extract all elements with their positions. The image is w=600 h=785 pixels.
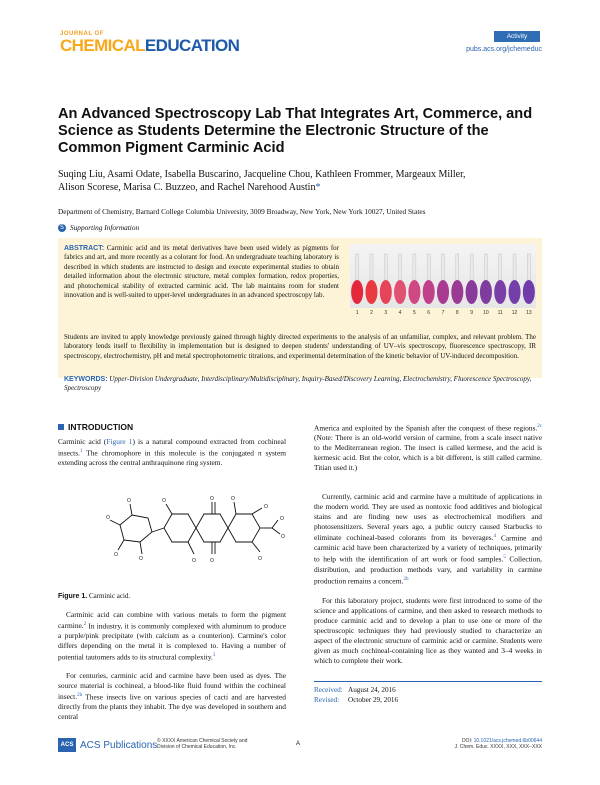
vial-7 <box>437 280 449 304</box>
svg-text:O: O <box>264 504 268 510</box>
vial-number-label: 12 <box>511 310 518 316</box>
logo-journal-of: JOURNAL OF <box>60 31 104 37</box>
keywords <box>64 375 536 394</box>
svg-text:O: O <box>114 552 118 558</box>
article-type-tab: Activity <box>494 31 540 42</box>
reference-link[interactable]: 5 <box>503 555 506 561</box>
section-marker-icon <box>58 424 64 430</box>
reference-link[interactable]: 2c <box>537 424 542 429</box>
revised-date: October 29, 2016 <box>348 696 399 704</box>
svg-text:O: O <box>281 534 285 540</box>
vial-1 <box>351 280 363 304</box>
vial-number-label: 1 <box>355 310 359 316</box>
article-title: An Advanced Spectroscopy Lab That Integrates Art, Commerce, and Science as Students Determine the Electronic Structure of the Common Pigment Carminic Acid <box>58 106 533 156</box>
reference-link[interactable]: 2 <box>83 622 87 627</box>
vial-9 <box>466 280 478 304</box>
vial-neck <box>427 254 430 280</box>
vial-number-label: 5 <box>412 310 416 316</box>
journal-logo[interactable] <box>60 31 239 54</box>
publisher-name: ACS Publications <box>80 739 158 751</box>
acs-logo-icon: ACS <box>58 738 76 752</box>
figure-label: Figure 1. <box>58 593 88 600</box>
revised-label: Revised: <box>314 696 340 704</box>
vial-photo <box>350 244 536 308</box>
figure-1-link[interactable]: Figure 1 <box>106 437 133 446</box>
history-divider <box>314 681 542 682</box>
acs-publications-logo[interactable] <box>58 738 157 752</box>
affiliation: Department of Chemistry, Barnard College Columbia University, 3009 Broadway, New York, New York 10027, United States <box>58 207 426 216</box>
svg-text:O: O <box>280 516 284 522</box>
journal-citation: J. Chem. Educ. XXXX, XXX, XXX−XXX <box>454 744 542 750</box>
vial-13 <box>523 280 535 304</box>
vial-neck <box>356 254 359 280</box>
abstract-body-2: Students are invited to apply knowledge previously gained through highly directed experiments to the analysis of an unfamiliar, complex, and relevant problem. The laboratory lends itself to flexibility in implementation but is designed to deepen students' understanding of UV–vis spectroscopy, fluorescence spectroscopy, IR spectroscopy, electrochemistry, pH and metal spectrophotometric titrations, and experimental determination of the kinetic behavior of UV-induced decomposition. <box>64 333 536 360</box>
vial-6 <box>423 280 435 304</box>
article-history <box>314 685 398 705</box>
vial-number-label: 7 <box>441 310 445 316</box>
vial-number-row <box>350 310 536 318</box>
abstract-box <box>58 238 542 393</box>
abstract-label: ABSTRACT: <box>64 245 105 252</box>
vial-number-label: 4 <box>398 310 402 316</box>
svg-text:O: O <box>127 498 131 504</box>
vial-neck <box>470 254 473 280</box>
vial-neck <box>499 254 502 280</box>
vial-neck <box>370 254 373 280</box>
svg-text:O: O <box>192 558 196 564</box>
doi-link[interactable]: 10.1021/acs.jchemed.6b00644 <box>473 738 542 744</box>
intro-paragraph-5: Currently, carminic acid and carmine have a multitude of applications in the modern world. They are used as nontoxic food additives and biological stains and are finding new uses as electrochemical modifiers and photosensitizers. Several years ago, a public outcry caused Starbucks to eliminate cochineal-based colorants from its beverages.$^4$ Carmine and carminic acid have been characterized by a variety of techniques, primarily to help with the identification of art work or food samples.$^5$ Collection, distribution, and production methods vary, and variability in carmine production remains a concern.$^{2b}$ <box>314 492 542 586</box>
svg-text:O: O <box>231 496 235 502</box>
carminic-acid-structure <box>100 470 300 580</box>
vial-number-label: 10 <box>483 310 489 316</box>
vial-number-label: 9 <box>470 310 473 316</box>
vial-3 <box>380 280 392 304</box>
svg-text:O: O <box>106 515 110 521</box>
journal-url-link[interactable]: pubs.acs.org/jchemeduc <box>466 46 542 53</box>
intro-paragraph-1: Carminic acid (Figure 1) is a natural compound extracted from cochineal insects.$^1$ The chromophore in this molecule is the conjugated π system extending across the central anthraquinone ring system. <box>58 437 287 468</box>
intro-paragraph-3: For centuries, carminic acid and carmine have been used as dyes. The source material is cochineal, a blood-like fluid found within the cochineal insect.$^{2b}$ These insects live on various species of cacti and are harvested directly from the plants they inhabit. The dye was developed in southern and central <box>58 671 286 722</box>
supporting-info-icon: S <box>58 224 66 232</box>
authors-line-2: Alison Scorese, Marisa C. Buzzeo, and Rachel Narehood Austin <box>58 182 316 193</box>
supporting-info-link[interactable] <box>58 223 139 232</box>
vial-5 <box>408 280 420 304</box>
vial-number-label: 3 <box>384 310 388 316</box>
vial-neck <box>513 254 516 280</box>
vial-number-label: 6 <box>427 310 431 316</box>
vial-10 <box>480 280 492 304</box>
copyright-notice: © XXXX American Chemical Society and Division of Chemical Education, Inc. <box>157 738 248 750</box>
vial-11 <box>494 280 506 304</box>
vial-number-label: 13 <box>526 310 532 316</box>
vial-neck <box>484 254 487 280</box>
corresponding-author-link[interactable]: * <box>315 182 321 193</box>
keywords-label: KEYWORDS: <box>64 376 108 383</box>
abstract-text <box>64 244 339 300</box>
intro-paragraph-6: For this laboratory project, students were first introduced to some of the science and applications of carmine, and then asked to research methods to produce carminic acid and to develop a plan to use one or more of the spectroscopic techniques they had previously studied to characterize an aspect of the electronic structure of carminic acid or carmine. Students were given as much cochineal-containing lice as they wanted and 3–4 weeks in which to complete their work. <box>314 596 542 665</box>
introduction-heading <box>58 422 133 432</box>
reference-link[interactable]: 2b <box>403 576 409 582</box>
intro-paragraph-2: Carminic acid can combine with various metals to form the pigment carmine.$^2$ In industry, it is commonly complexed with aluminum to produce a purple/pink precipitate (with calcium as a counterion). Carmine's color differs depending on the metal it is complexed to. Having a number of potential tautomers adds to its structural complexity.$^3$ <box>58 610 286 662</box>
vial-number-label: 2 <box>370 310 373 316</box>
reference-link[interactable]: 3 <box>212 653 216 659</box>
abstract-body-1: Carminic acid and its metal derivatives have been used widely as pigments for fabrics and art, and more recently as a colorant for food. An undergraduate teaching laboratory is described in which students are instructed to design and execute experimental studies to obtain detailed information about the electronic structure, metal complex formation, redox properties, and photochemical stability of extracted carminic acid. The lab maintains room for student innovation and is well-suited to upper-level undergraduates in an advanced spectroscopy lab. <box>64 244 339 300</box>
svg-text:O: O <box>162 498 166 504</box>
author-list <box>58 168 548 194</box>
logo-chemical: CHEMICAL <box>60 36 145 55</box>
logo-education: EDUCATION <box>144 36 240 55</box>
vial-neck <box>384 254 387 280</box>
supporting-info-label: Supporting Information <box>70 223 140 232</box>
vial-12 <box>509 280 521 304</box>
svg-text:O: O <box>139 556 143 562</box>
figure-1-caption: Figure 1. Carminic acid. <box>58 592 131 600</box>
svg-text:O: O <box>210 496 214 502</box>
keywords-list: Upper-Division Undergraduate, Interdisciplinary/Multidisciplinary, Inquiry-Based/Discovery Learning, Electrochemistry, Fluorescence Spectroscopy, Spectroscopy <box>64 375 532 393</box>
vial-2 <box>365 280 377 304</box>
svg-text:O: O <box>210 558 214 564</box>
vial-neck <box>456 254 459 280</box>
vial-neck <box>413 254 416 280</box>
vial-neck <box>527 254 530 280</box>
intro-paragraph-4: America and exploited by the Spanish after the conquest of these regions.$^{2c}$ (Note: There is an old-world version of carmine, from a scale insect native to the Mediterranean region. The insect is called kermese, and the acid is kermesic acid. But the color, which is a bit different, is still called carmine. Titian used it.) <box>314 423 542 473</box>
doi-block: DOI: 10.1021/acs.jchemed.6b00644 J. Chem. Educ. XXXX, XXX, XXX−XXX <box>454 738 542 750</box>
svg-text:O: O <box>258 556 262 562</box>
vial-4 <box>394 280 406 304</box>
received-label: Received: <box>314 686 343 694</box>
vial-8 <box>451 280 463 304</box>
vial-number-label: 8 <box>455 310 459 316</box>
introduction-title: INTRODUCTION <box>68 422 134 432</box>
reference-link[interactable]: 2b <box>77 693 83 698</box>
page-number: A <box>296 741 301 747</box>
reference-link[interactable]: 1 <box>79 449 83 454</box>
reference-link[interactable]: 4 <box>493 534 497 539</box>
vial-number-label: 11 <box>497 310 503 316</box>
authors-line-1: Suqing Liu, Asami Odate, Isabella Buscarino, Jacqueline Chou, Kathleen Frommer, Margeaux Miller, <box>58 169 466 180</box>
vial-row-graphic <box>350 244 536 308</box>
vial-neck <box>399 254 402 280</box>
vial-neck <box>442 254 445 280</box>
received-date: August 24, 2016 <box>348 686 396 694</box>
